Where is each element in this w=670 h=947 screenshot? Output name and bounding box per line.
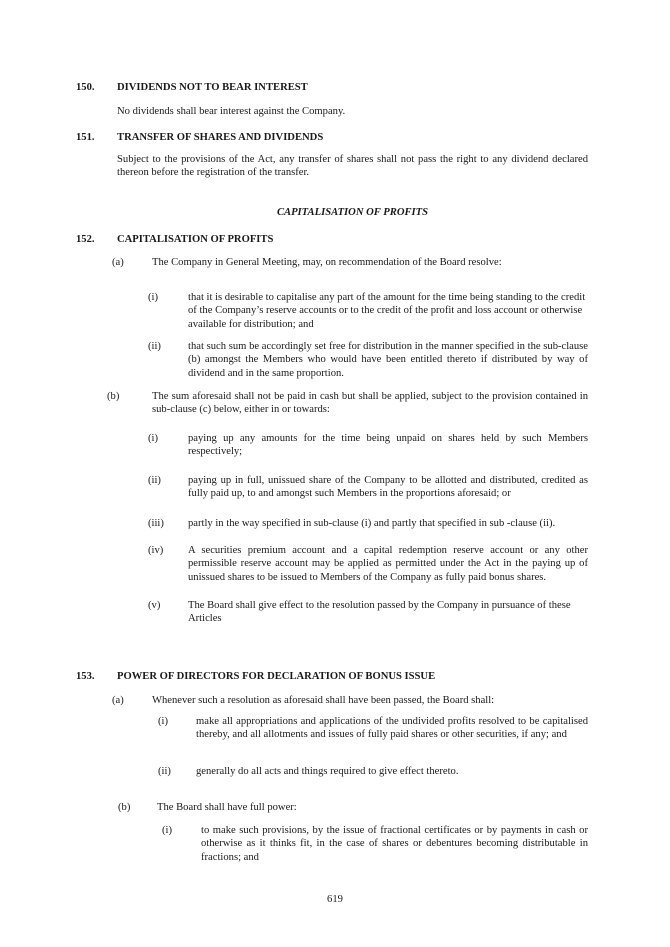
section-number: 152. xyxy=(76,234,95,245)
clause-text: The Company in General Meeting, may, on recommendation of the Board resolve: xyxy=(152,257,502,268)
subclause-text: The Board shall give effect to the resolution passed by the Company in pursuance of these Articles xyxy=(188,600,571,625)
section-title: TRANSFER OF SHARES AND DIVIDENDS xyxy=(117,132,324,143)
subclause-label: (i) xyxy=(158,716,168,727)
subclause-text: paying up in full, unissued share of the Company to be allotted and distributed, credited as fully paid up, to and amongst such Members in the proportions aforesaid; or xyxy=(188,475,588,500)
section-title: DIVIDENDS NOT TO BEAR INTEREST xyxy=(117,82,308,93)
subclause-label: (i) xyxy=(148,433,158,444)
clause-label: (b) xyxy=(118,802,131,813)
subclause-text: A securities premium account and a capital redemption reserve account or any other permissible reserve account may be applied as permitted under the Act in the paying up of unissued shares to be issued to Members of the Company as fully paid bonus shares. xyxy=(188,545,588,583)
subclause-text: that it is desirable to capitalise any part of the amount for the time being standing to the credit of the Company’s reserve accounts or to the credit of the profit and loss account or otherwise available for distribution; and xyxy=(188,292,586,330)
section-number: 151. xyxy=(76,132,95,143)
subclause-text: paying up any amounts for the time being unpaid on shares held by such Members respectively; xyxy=(188,433,588,458)
section-title: POWER OF DIRECTORS FOR DECLARATION OF BONUS ISSUE xyxy=(117,671,436,682)
subclause-text: partly in the way specified in sub-clause (i) and partly that specified in sub -clause (ii). xyxy=(188,518,556,529)
subclause-text: generally do all acts and things required to give effect thereto. xyxy=(196,766,459,777)
subclause-label: (iv) xyxy=(148,545,164,556)
part-heading: CAPITALISATION OF PROFITS xyxy=(276,207,429,218)
subclause-label: (ii) xyxy=(158,766,171,777)
section-number: 153. xyxy=(76,671,95,682)
section-body: No dividends shall bear interest against the Company. xyxy=(117,106,346,117)
clause-label: (a) xyxy=(112,695,124,706)
clause-text: The sum aforesaid shall not be paid in cash but shall be applied, subject to the provision contained in sub-clause (c) below, either in or towards: xyxy=(152,391,588,416)
subclause-label: (v) xyxy=(148,600,161,611)
clause-text: Whenever such a resolution as aforesaid shall have been passed, the Board shall: xyxy=(152,695,495,706)
subclause-label: (ii) xyxy=(148,475,161,486)
subclause-text: make all appropriations and applications of the undivided profits resolved to be capitalised thereby, and all allotments and issues of fully paid shares or other securities, if any; and xyxy=(196,716,588,741)
subclause-text: to make such provisions, by the issue of fractional certificates or by payments in cash or otherwise as it thinks fit, in the case of shares or debentures becoming distributable in fractions; and xyxy=(201,825,588,863)
subclause-label: (iii) xyxy=(148,518,164,529)
section-body: Subject to the provisions of the Act, any transfer of shares shall not pass the right to any dividend declared thereon before the registration of the transfer. xyxy=(117,154,588,179)
subclause-text: that such sum be accordingly set free for distribution in the manner specified in the sub-clause (b) amongst the Members who would have been entitled thereto if distributed by way of dividend and in the same proportion. xyxy=(188,341,588,379)
clause-text: The Board shall have full power: xyxy=(157,802,297,813)
subclause-label: (i) xyxy=(162,825,172,836)
subclause-label: (ii) xyxy=(148,341,161,352)
section-number: 150. xyxy=(76,82,95,93)
clause-label: (b) xyxy=(107,391,120,402)
section-title: CAPITALISATION OF PROFITS xyxy=(117,234,274,245)
page-number: 619 xyxy=(327,894,343,905)
clause-label: (a) xyxy=(112,257,124,268)
subclause-label: (i) xyxy=(148,292,158,303)
